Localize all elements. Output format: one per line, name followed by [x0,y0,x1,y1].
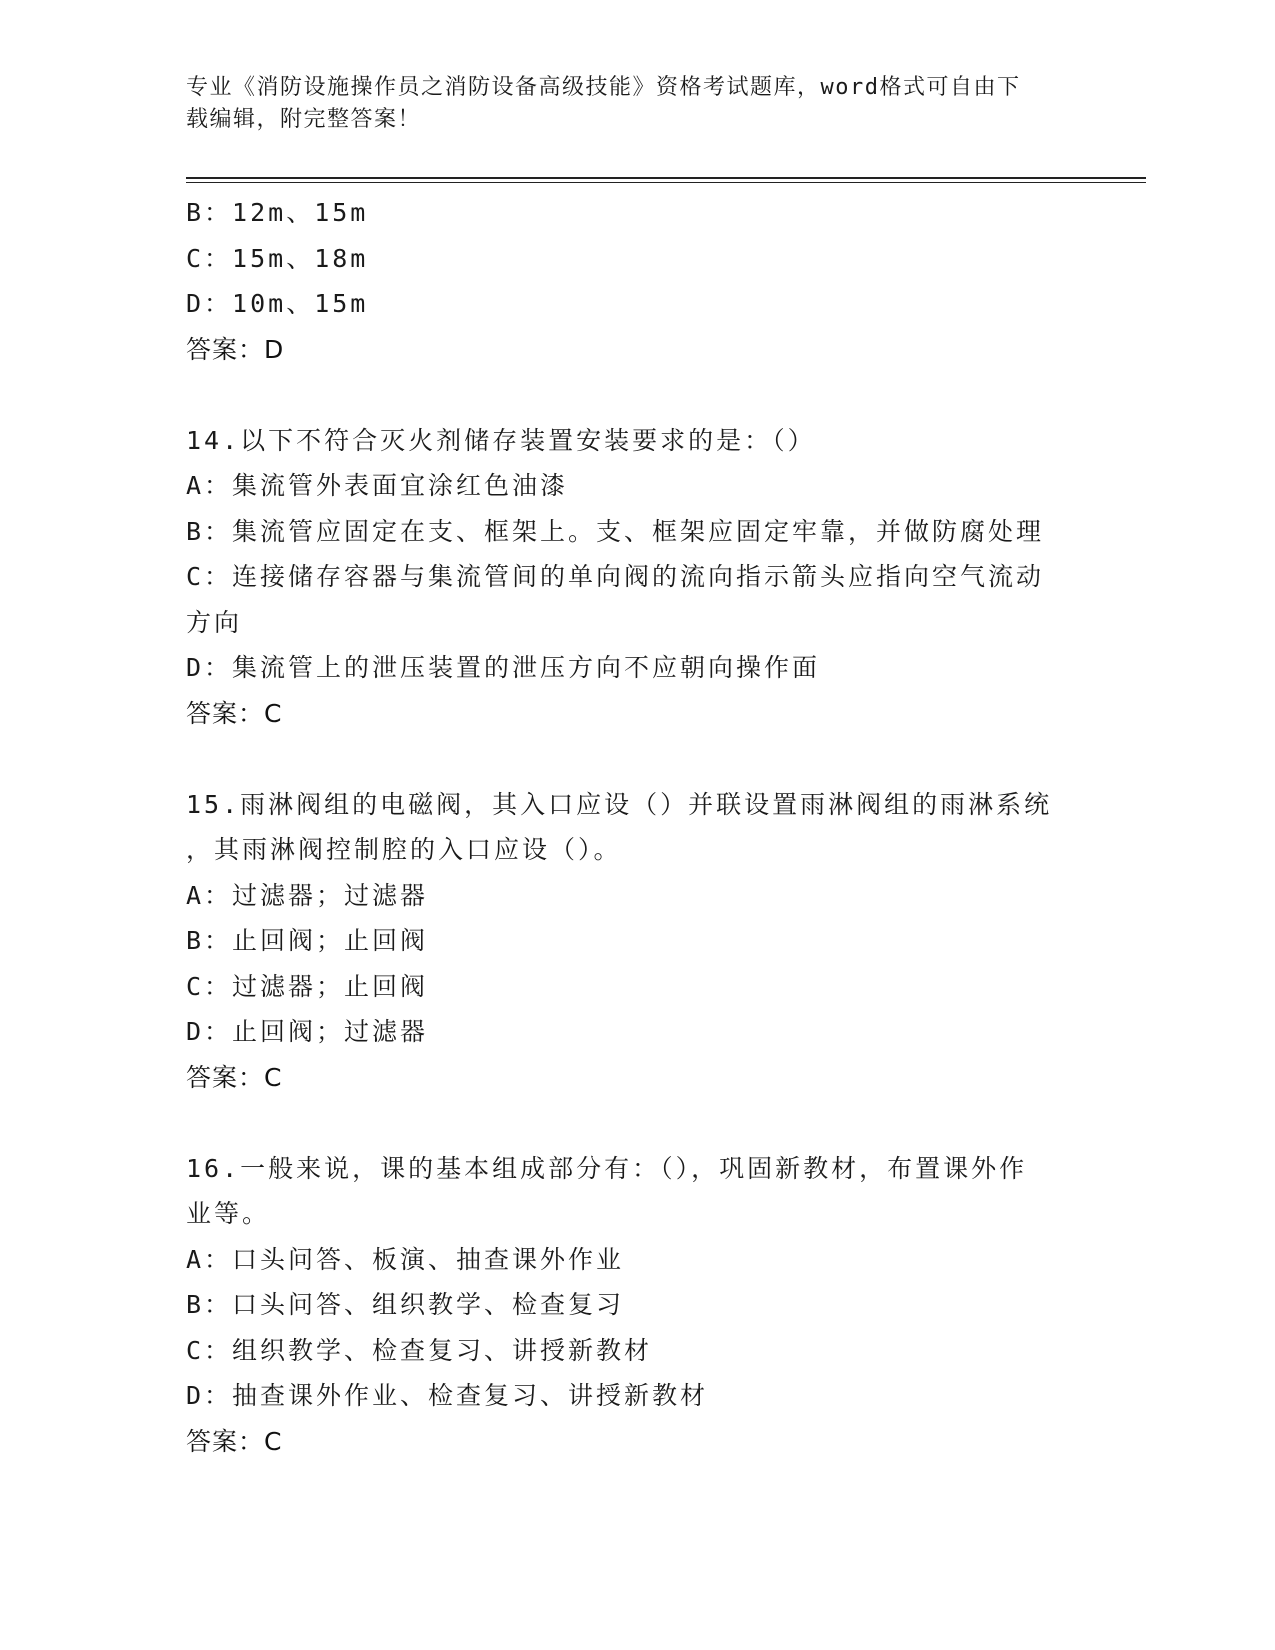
q16-option-d: D：抽查课外作业、检查复习、讲授新教材 [186,1381,709,1410]
q14-option-b: B：集流管应固定在支、框架上。支、框架应固定牢靠，并做防腐处理 [186,516,1045,546]
spacer [186,1100,1086,1146]
header-line-1: 专业《消防设施操作员之消防设备高级技能》资格考试题库，word格式可自由下 [186,75,1021,100]
q14-option-d: D：集流管上的泄压装置的泄压方向不应朝向操作面 [186,653,821,682]
q15-answer: 答案：C [186,1062,283,1092]
q14-answer: 答案：C [186,698,283,728]
q16-question-line-1: 16.一般来说，课的基本组成部分有：（），巩固新教材，布置课外作 [186,1153,1028,1183]
q15-option-c: C：过滤器；止回阀 [186,971,429,1001]
q16-answer: 答案：C [186,1426,283,1456]
q14-option-c-line-1: C：连接储存容器与集流管间的单向阀的流向指示箭头应指向空气流动 [186,562,1045,591]
q13-option-d: D：10m、15m [186,289,369,318]
question-14-block [186,418,1086,737]
q16-option-c: C：组织教学、检查复习、讲授新教材 [186,1335,653,1365]
question-13-block [186,190,1086,372]
header-line-2: 载编辑，附完整答案！ [186,107,422,132]
header-rule-thin [186,182,1146,183]
header-rule-thick [186,177,1146,179]
q16-option-b: B：口头问答、组织教学、检查复习 [186,1290,625,1319]
q13-answer: 答案：D [186,334,285,364]
q15-option-d: D：止回阀；过滤器 [186,1017,429,1046]
q16-option-a: A：口头问答、板演、抽查课外作业 [186,1244,625,1274]
q15-option-b: B：止回阀；止回阀 [186,926,429,955]
q16-question-line-2: 业等。 [186,1199,271,1228]
q14-question: 14.以下不符合灭火剂储存装置安装要求的是：（） [186,425,816,455]
q15-question-line-1: 15.雨淋阀组的电磁阀，其入口应设（）并联设置雨淋阀组的雨淋系统 [186,789,1053,819]
q15-option-a: A：过滤器；过滤器 [186,880,429,910]
question-16-block [186,1146,1086,1465]
spacer [186,372,1086,418]
question-15-block [186,782,1086,1101]
q13-option-c: C：15m、18m [186,243,369,273]
document-header [186,72,1086,136]
q15-question-line-2: ，其雨淋阀控制腔的入口应设（）。 [186,835,622,864]
q14-option-a: A：集流管外表面宜涂红色油漆 [186,471,569,500]
q13-option-b: B：12m、15m [186,198,369,227]
q14-option-c-line-2: 方向 [186,607,243,637]
question-content [186,190,1086,1464]
spacer [186,736,1086,782]
